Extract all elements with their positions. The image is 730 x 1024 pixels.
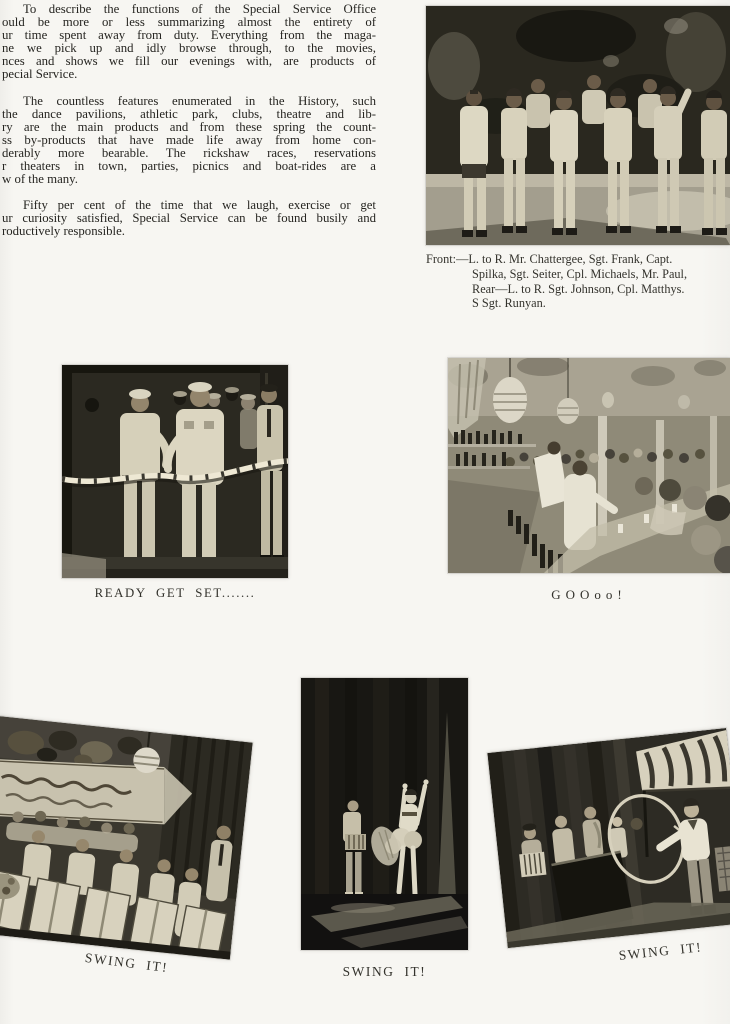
photo-ribbon-cutting <box>62 365 288 578</box>
group-portrait-illustration <box>426 6 730 245</box>
text-line: the dance pavilions, athletic park, clubs, theatre and lib- <box>2 106 376 121</box>
band-illustration <box>0 716 253 960</box>
text-line: w of the many. <box>2 172 78 187</box>
text-line: Rear—L. to R. Sgt. Johnson, Cpl. Matthys. <box>472 281 685 296</box>
paragraph-fifty-per-cent <box>2 199 376 238</box>
text-line: The countless features enumerated in the History, such <box>23 93 376 108</box>
photo-band <box>0 716 253 960</box>
caption-swing-it-left: SWING IT! <box>84 950 170 976</box>
caption-swing-it-right: SWING IT! <box>618 939 703 963</box>
lasso-illustration <box>487 728 730 948</box>
text-line: Fifty per cent of the time that we laugh, exercise or get <box>23 198 376 213</box>
paragraph-countless-features <box>2 95 376 187</box>
text-line: ur time spent away from duty. Everything from the maga- <box>2 28 376 43</box>
text-line: nces and shows we fill our evenings with, are products of <box>2 54 376 69</box>
text-line: derably more bearable. The rickshaw races, reservations <box>2 145 376 160</box>
text-line: ry are the main products and from these spring the count- <box>2 119 376 134</box>
text-line: r theaters in town, parties, picnics and boat-rides are a <box>2 159 376 174</box>
ribbon-cutting-illustration <box>62 365 288 578</box>
caption-gooo: GOOoo! <box>551 587 627 602</box>
caption-swing-it-center: SWING IT! <box>342 964 427 979</box>
text-line: ss by-products that have made life away from home con- <box>2 132 376 147</box>
text-line: roductively responsible. <box>2 224 125 239</box>
photo-group-portrait <box>426 6 730 245</box>
article-text <box>2 3 376 252</box>
photo-dancer <box>301 678 468 950</box>
bar-scene-illustration <box>448 358 730 573</box>
text-line: ne we pick up and idly browse through, to the movies, <box>2 41 376 56</box>
caption-group-portrait <box>426 252 730 311</box>
text-line: ur curiosity satisfied, Special Service can be found busily and <box>2 211 376 226</box>
text-line: pecial Service. <box>2 67 78 82</box>
text-line: Front:—L. to R. Mr. Chattergee, Sgt. Frank, Capt. <box>426 252 673 266</box>
caption-ready-get-set: READY GET SET....... <box>94 586 256 600</box>
photo-bar-scene <box>448 358 730 573</box>
dancer-illustration <box>301 678 468 950</box>
text-line: Spilka, Sgt. Seiter, Cpl. Michaels, Mr. Paul, <box>472 266 688 281</box>
paragraph-special-service-office <box>2 3 376 82</box>
text-line: To describe the functions of the Special Service Office <box>23 2 376 16</box>
photo-lasso-performer <box>487 728 730 948</box>
text-line: S Sgt. Runyan. <box>472 296 546 311</box>
text-line: ould be more or less summarizing almost the entirety of <box>2 15 376 30</box>
